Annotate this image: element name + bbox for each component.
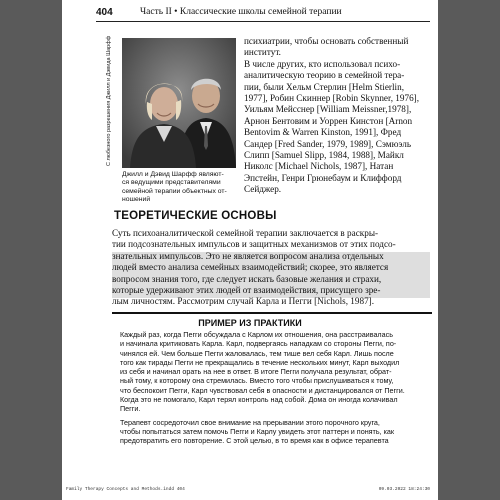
text-line: Когда это не помогало, Карл терял контроль над собой. Дома он иногда колачивал	[120, 395, 398, 405]
text-line: Сандер [Fred Sander, 1979, 1989], Сэмюэль	[244, 138, 412, 149]
caption-line: ношений	[122, 195, 151, 203]
page-number: 404	[96, 7, 113, 18]
text-line: людей вместо анализа семейных взаимодействий; скорее, это является	[112, 262, 389, 273]
example-title: ПРИМЕР ИЗ ПРАКТИКИ	[198, 318, 302, 328]
text-line: тии подсознательных импульсов и защитных механизмов от этих подсо-	[112, 239, 396, 250]
text-line: чтобы попытаться затем помочь Пегги и Карлу увидеть этот паттерн и понять, как	[120, 426, 395, 436]
text-line: и начинала критиковать Карла. Карл, подвергаясь нападкам со стороны Пегги, по-	[120, 339, 397, 349]
photo-credit-text: С любезного разрешения Джилл и Дэвида Шарфф	[106, 35, 112, 166]
section-title: ТЕОРЕТИЧЕСКИЕ ОСНОВЫ	[114, 210, 277, 222]
text-line: Николс [Michael Nichols, 1987], Натан	[244, 161, 394, 172]
text-line: предотвратить его повторение. С этой целью, в то время как в офисе терапевта	[120, 436, 389, 446]
text-line: Сейджер.	[244, 184, 282, 195]
text-line: из себя и начинал орать на нее в ответ. В итоге Пегги получала результат, обрат-	[120, 367, 392, 377]
text-line: Слипп [Samuel Slipp, 1984, 1988], Майкл	[244, 150, 404, 161]
example-text	[120, 330, 430, 446]
text-line: Суть психоаналитической семейной терапии заключается в раскры-	[112, 228, 379, 238]
text-line: Уильям Мейсснер [William Meissner,1978],	[244, 104, 412, 115]
text-line: вопросом знания того, где следует искать базовые желания и страхи,	[112, 273, 382, 284]
text-line: 1977], Робин Скиннер [Robin Skynner, 1976],	[244, 93, 420, 104]
text-line: лым личностям. Рассмотрим случай Карла и Пегги [Nichols, 1987].	[112, 296, 375, 307]
footer-timestamp: 09.03.2022 18:24:30	[378, 487, 430, 492]
text-line: того как тирады Пегги не прекращались в течение нескольких минут, Карл выходил	[120, 357, 400, 367]
text-line: ный тому, к которому она стремилась. Вместо того чтобы прислушиваться к тому,	[120, 376, 394, 386]
text-line: Эпстейн, Генри Грюнебаум и Клиффорд	[244, 172, 402, 183]
right-column-text	[244, 36, 434, 196]
text-line: что беспокоит Пегги, Карл чувствовал себя в опасности и дистанцировался от Пегги.	[120, 385, 405, 395]
example-rule	[112, 312, 432, 314]
text-line: Каждый раз, когда Пегги обсуждала с Карлом их отношения, она расстраивалась	[120, 330, 393, 339]
text-line: психиатрии, чтобы основать собственный	[244, 36, 409, 46]
text-line: Пегги.	[120, 404, 141, 414]
photo-credit	[102, 35, 116, 170]
main-paragraph	[112, 228, 432, 308]
text-line: институт.	[244, 47, 281, 58]
text-line: которые удерживают этих людей от взаимодействия, присущего зре-	[112, 285, 381, 296]
header-rule	[96, 21, 430, 22]
text-line: Bentovim & Warren Kinston, 1991], Фред	[244, 127, 402, 138]
caption-line: семейной терапии объектных от-	[122, 187, 227, 195]
portrait-photo	[122, 38, 236, 168]
text-line: пии, были Хельм Стерлин [Helm Stierlin,	[244, 81, 404, 92]
book-page	[62, 0, 438, 500]
text-line: знательных импульсов. Это не является вопросом анализа отдельных	[112, 250, 384, 261]
photo-caption	[122, 171, 240, 204]
caption-line: Джилл и Дэвид Шарфф являют-	[122, 171, 224, 178]
text-line: Терапевт сосредоточил свое внимание на прерывании этого порочного круга,	[120, 417, 380, 427]
running-title: Часть II • Классические школы семейной терапии	[140, 7, 342, 17]
text-line: В числе других, кто использовал психо-	[244, 58, 401, 69]
page-header	[62, 6, 438, 22]
text-line: чинялся ей. Чем больше Пегги жаловалась, тем тише вел себя Карл. Лишь после	[120, 348, 394, 358]
caption-line: ся ведущими представителями	[122, 179, 221, 187]
text-line: аналитическую теорию в семейной тера-	[244, 70, 405, 81]
footer-filename: Family Therapy Concepts and Methods.indd 404	[66, 487, 185, 492]
text-line: Арнон Бентовим и Уоррен Кинстон [Arnon	[244, 115, 413, 126]
